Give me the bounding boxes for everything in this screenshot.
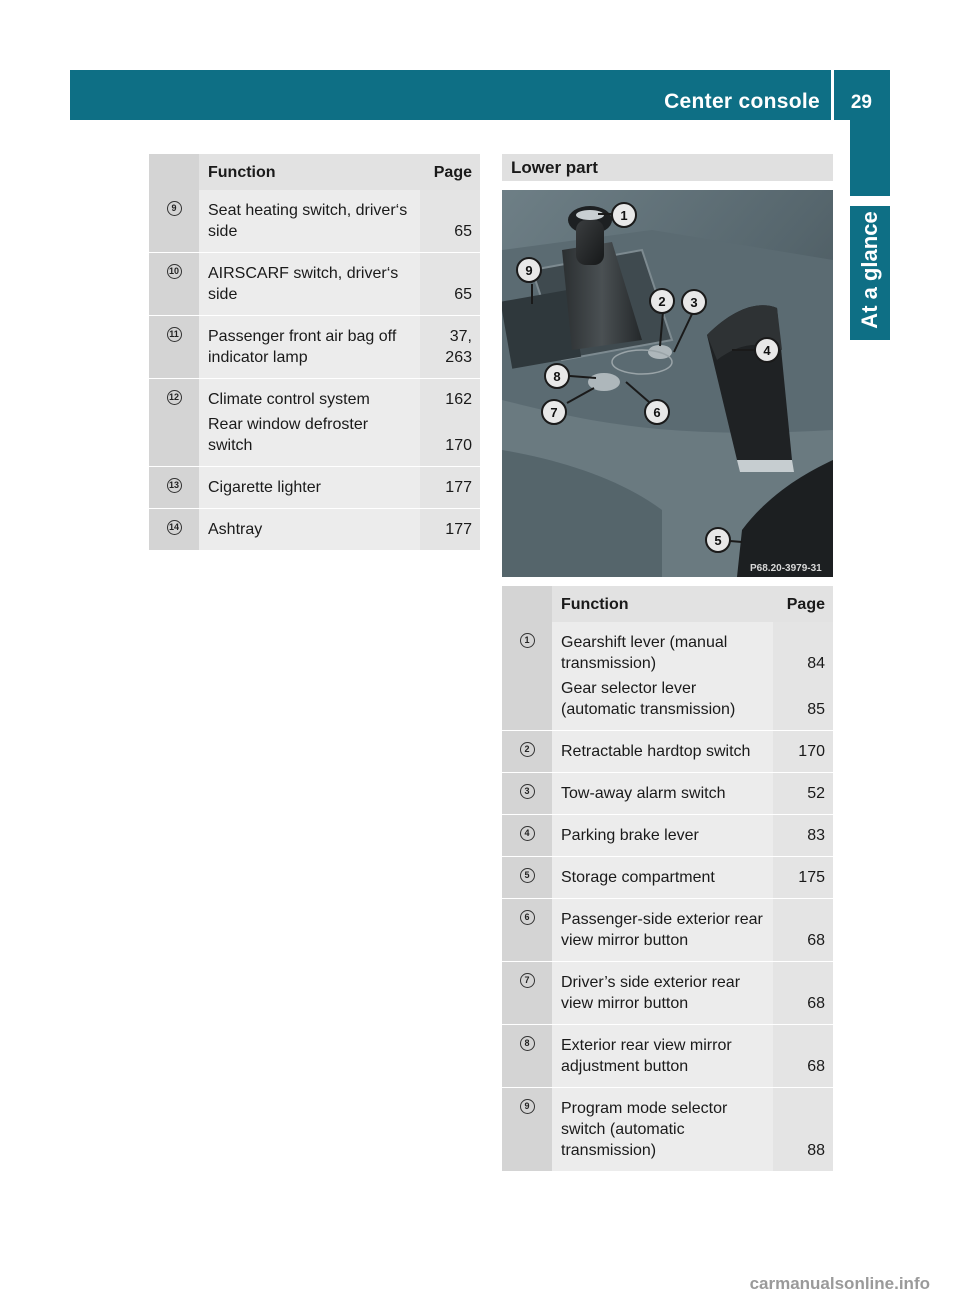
svg-text:2: 2 [658,294,666,309]
table-row [502,962,833,1025]
svg-text:5: 5 [714,533,722,548]
function-cell: Parking brake lever [552,815,773,857]
left-function-table [149,154,480,551]
callout-number: 3 [520,784,535,799]
callout-number: 11 [167,327,182,342]
watermark: carmanualsonline.info [749,1274,930,1293]
page-cell: 162 [420,379,480,415]
callout-6 [645,400,669,424]
callout-number: 4 [520,826,535,841]
table-row-continued [149,414,480,467]
page-cell: 170 [773,731,833,773]
svg-text:8: 8 [553,369,561,384]
callout-number: 9 [520,1099,535,1114]
side-tab-marker [850,152,890,196]
page-header [70,70,890,120]
page-cell: 65 [420,190,480,253]
header-function: Function [552,586,773,622]
table-row [149,316,480,379]
callout-7 [542,400,566,424]
page-cell: 88 [773,1088,833,1172]
table-row-continued [502,678,833,731]
table-row [149,509,480,551]
callout-1 [612,203,636,227]
section-title: Center console [664,90,820,113]
function-cell: AIRSCARF switch, driver‘s side [199,253,420,316]
table-row [502,815,833,857]
image-code: P68.20-3979-31 [750,563,822,574]
function-cell: Cigarette lighter [199,467,420,509]
header-num [502,586,552,622]
page-cell: 65 [420,253,480,316]
table-row [502,1088,833,1172]
callout-number: 1 [520,633,535,648]
callout-number: 8 [520,1036,535,1051]
page-cell: 68 [773,1025,833,1088]
callout-4 [755,338,779,362]
function-cell: Passenger front air bag off indicator lamp [199,316,420,379]
function-cell: Storage compartment [552,857,773,899]
page-cell: 170 [420,414,480,467]
table-row [149,467,480,509]
function-cell: Rear window defroster switch [199,414,420,467]
header-function: Function [199,154,420,190]
table-header-row [149,154,480,190]
page-cell: 68 [773,899,833,962]
header-separator [831,70,834,120]
callout-5 [706,528,730,552]
function-cell: Gear selector lever (automatic transmission) [552,678,773,731]
callout-number: 2 [520,742,535,757]
callout-number: 10 [167,264,182,279]
page-cell: 37, 263 [420,316,480,379]
svg-text:4: 4 [763,343,771,358]
callout-number: 7 [520,973,535,988]
table-row [149,379,480,415]
function-cell: Driver’s side exterior rear view mirror button [552,962,773,1025]
callout-9 [517,258,541,282]
callout-2 [650,289,674,313]
function-cell: Climate control system [199,379,420,415]
page-cell: 68 [773,962,833,1025]
page-cell: 83 [773,815,833,857]
svg-text:1: 1 [620,208,628,223]
function-cell: Exterior rear view mirror adjustment button [552,1025,773,1088]
svg-text:9: 9 [525,263,533,278]
callout-8 [545,364,569,388]
callout-number: 14 [167,520,182,535]
table-row [502,622,833,678]
side-tab-gap [850,196,890,206]
function-cell: Seat heating switch, driver‘s side [199,190,420,253]
function-cell: Tow-away alarm switch [552,773,773,815]
header-num [149,154,199,190]
lower-part-heading [502,154,833,181]
side-tab-label: At a glance [857,211,882,329]
table-row [502,857,833,899]
callout-number: 6 [520,910,535,925]
svg-text:3: 3 [690,295,698,310]
center-console-photo [502,190,833,577]
right-function-table [502,586,833,1172]
svg-text:7: 7 [550,405,558,420]
table-row [502,731,833,773]
function-cell: Retractable hardtop switch [552,731,773,773]
callout-number: 13 [167,478,182,493]
table-row [149,253,480,316]
callout-3 [682,290,706,314]
function-cell: Passenger-side exterior rear view mirror button [552,899,773,962]
callout-number: 9 [167,201,182,216]
table-header-row [502,586,833,622]
header-page: Page [420,154,480,190]
page-cell: 177 [420,509,480,551]
callout-number: 12 [167,390,182,405]
svg-text:6: 6 [653,405,661,420]
page-cell: 85 [773,678,833,731]
page-cell: 52 [773,773,833,815]
table-row [502,773,833,815]
function-cell: Program mode selector switch (automatic transmission) [552,1088,773,1172]
header-page: Page [773,586,833,622]
page-number: 29 [850,92,872,113]
function-cell: Ashtray [199,509,420,551]
table-row [502,899,833,962]
table-row [149,190,480,253]
lower-part-heading-text: Lower part [511,158,598,177]
page-cell: 175 [773,857,833,899]
page-cell: 177 [420,467,480,509]
callout-number: 5 [520,868,535,883]
table-row [502,1025,833,1088]
page-cell: 84 [773,622,833,678]
function-cell: Gearshift lever (manual transmission) [552,622,773,678]
